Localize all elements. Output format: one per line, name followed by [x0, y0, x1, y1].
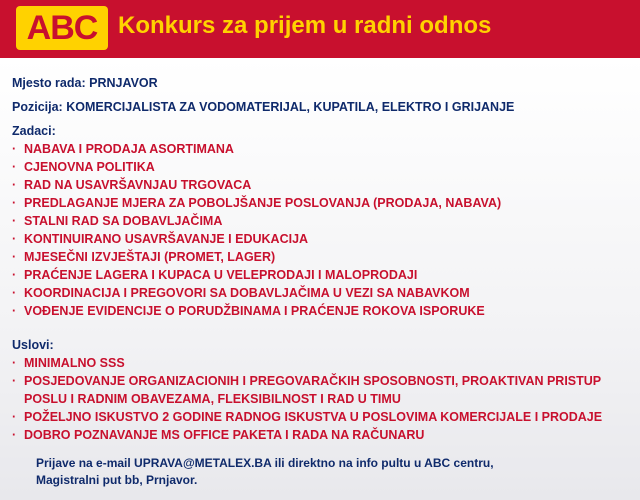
bullet-icon: ·: [12, 160, 17, 174]
list-item: · POŽELJNO ISKUSTVO 2 GODINE RADNOG ISKUSTVA U POSLOVIMA KOMERCIJALE I PRODAJE: [12, 410, 603, 424]
bullet-icon: ·: [12, 142, 17, 156]
list-item: · DOBRO POZNAVANJE MS OFFICE PAKETA I RADA NA RAČUNARU: [12, 428, 425, 442]
footer-line-2: Magistralni put bb, Prnjavor.: [36, 473, 198, 487]
list-item: · STALNI RAD SA DOBAVLJAČIMA: [12, 214, 223, 228]
header-banner: [0, 0, 640, 58]
bullet-icon: ·: [12, 428, 17, 442]
bullet-icon: ·: [12, 178, 17, 192]
location-label: Mjesto rada:: [12, 76, 86, 90]
list-item: · RAD NA USAVRŠAVNJAU TRGOVACA: [12, 178, 252, 192]
footer-line-1: Prijave na e-mail UPRAVA@METALEX.BA ili direktno na info pultu u ABC centru,: [36, 456, 494, 470]
location-value: PRNJAVOR: [89, 76, 158, 90]
bullet-icon: ·: [12, 268, 17, 282]
bullet-icon: ·: [12, 250, 17, 264]
position-label: Pozicija:: [12, 100, 63, 114]
list-item: · KONTINUIRANO USAVRŠAVANJE I EDUKACIJA: [12, 232, 309, 246]
bullet-icon: ·: [12, 286, 17, 300]
conditions-list: [12, 354, 632, 444]
bullet-icon: ·: [12, 232, 17, 246]
bullet-icon: ·: [12, 410, 17, 424]
application-note: [36, 455, 616, 489]
position-value: KOMERCIJALISTA ZA VODOMATERIJAL, KUPATILA, ELEKTRO I GRIJANJE: [66, 100, 515, 114]
job-listing: [12, 74, 632, 444]
conditions-heading: Uslovi:: [12, 338, 54, 352]
list-item: · KOORDINACIJA I PREGOVORI SA DOBAVLJAČIMA U VEZI SA NABAVKOM: [12, 286, 470, 300]
list-item: · CJENOVNA POLITIKA: [12, 160, 155, 174]
abc-logo: ABC: [16, 6, 108, 50]
location-row: [12, 74, 632, 92]
bullet-icon: ·: [12, 356, 17, 370]
list-item: · MJESEČNI IZVJEŠTAJI (PROMET, LAGER): [12, 250, 276, 264]
bullet-icon: ·: [12, 196, 17, 210]
list-item: · PRAĆENJE LAGERA I KUPACA U VELEPRODAJI I MALOPRODAJI: [12, 268, 418, 282]
tasks-heading: Zadaci:: [12, 124, 56, 138]
tasks-list: [12, 140, 632, 320]
list-item: · PREDLAGANJE MJERA ZA POBOLJŠANJE POSLOVANJA (PRODAJA, NABAVA): [12, 196, 502, 210]
list-item: · POSJEDOVANJE ORGANIZACIONIH I PREGOVARAČKIH SPOSOBNOSTI, PROAKTIVAN PRISTUP POSLU I RADNIM OBAVEZAMA, FLEKSIBILNOST I RAD U TIMU: [12, 374, 601, 406]
bullet-icon: ·: [12, 304, 17, 318]
page-title: Konkurs za prijem u radni odnos: [118, 12, 492, 39]
list-item: · MINIMALNO SSS: [12, 356, 125, 370]
list-item: · NABAVA I PRODAJA ASORTIMANA: [12, 142, 234, 156]
bullet-icon: ·: [12, 214, 17, 228]
position-row: [12, 98, 632, 116]
bullet-icon: ·: [12, 374, 17, 388]
list-item: · VOĐENJE EVIDENCIJE O PORUDŽBINAMA I PRAĆENJE ROKOVA ISPORUKE: [12, 304, 485, 318]
